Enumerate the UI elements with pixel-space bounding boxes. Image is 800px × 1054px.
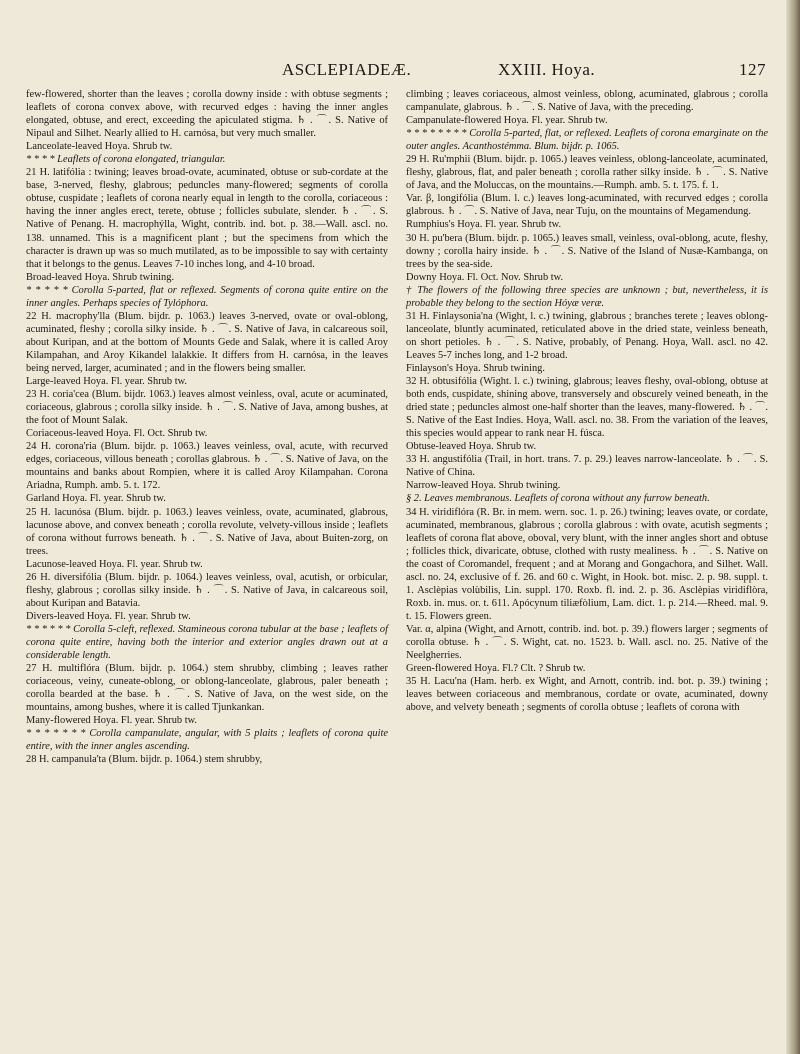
species-entry: Finlayson's Hoya. Shrub twining. <box>406 362 545 374</box>
running-head-genus: XXIII. Hoya. <box>498 60 596 79</box>
species-entry: 23 H. coria'cea (Blum. bijdr. 1063.) leaves almost veinless, oval, acute or acuminated, coriaceous, glabrous ; corolla silky inside. ♄ . ⌒. S. Native of Java, among bushes, at the foot of Mount Salak. <box>26 389 388 427</box>
species-entry: Narrow-leaved Hoya. Shrub twining. <box>406 480 561 492</box>
species-entry: 33 H. angustifólia (Trail, in hort. trans. 7. p. 29.) leaves narrow-lanceolate. ♄ . ⌒. S. Native of China. <box>406 454 768 479</box>
species-entry: Coriaceous-leaved Hoya. Fl. Oct. Shrub tw. <box>26 428 208 440</box>
section-heading: * * * * * * * * Corolla 5-parted, flat, or reflexed. Leaflets of corona emarginate on the outer angles. Acanthostémma. Blum. bijdr. p. 1065. <box>406 128 768 153</box>
species-entry: 24 H. corona'ria (Blum. bijdr. p. 1063.) leaves veinless, oval, acute, with recurved edges, coriaceous, villous beneath ; corollas glabrous. ♄ . ⌒. S. Native of Java, on the mountains and banks about Rompien, where it is called Aroy Kilampahan. Corona Ariadna, Rumph. amb. 5. t. 172. <box>26 441 388 492</box>
species-entry: Var. β, longifólia (Blum. l. c.) leaves long-acuminated, with recurved edges ; corolla glabrous. ♄ . ⌒. S. Native of Java, near Tuju, on the mountains of Megamendung. <box>406 193 768 218</box>
species-entry: 35 H. Lacu'na (Ham. herb. ex Wight, and Arnott, contrib. ind. bot. p. 39.) twining ; leaves between coriaceous and membranous, cordate or ovate, acuminated, downy above, and velvety beneath ; segments of corolla obtuse ; leaflets of corona with <box>406 676 768 714</box>
species-entry: Lacunose-leaved Hoya. Fl. year. Shrub tw. <box>26 558 203 570</box>
species-entry: 34 H. viridiflóra (R. Br. in mem. wern. soc. 1. p. 26.) twining; leaves ovate, or cordate, acuminated, membranous, glabrous ; corolla glabrous : with ovate, acutish segments ; leaflets of corona flat above, oboval, very blunt, with the inner angles short and obtuse ; follicles thick, divaricate, obtuse, clothed with rusty mealiness. ♄ . ⌒. S. Native on the coast of Coromandel, frequent ; and at Morang and Gongachora, and Silhet. Wall. ascl. no. 24, exclusive of f. 26. and 60 c. Wight, in Hook. bot. misc. 2. p. 98. suppl. t. 1. Asclèpias volùbilis, Lin. suppl. 170. Roxb. fl. ind. 2. p. 36. Asclèpias viridiflòra, Roxb. in. mus. or. t. 611. Apócynum tiliæfòlium, Lam. dict. 1. p. 214.—Rheed. mal. 9. t. 15. Flowers green. <box>406 506 768 622</box>
species-entry: Rumphius's Hoya. Fl. year. Shrub tw. <box>406 219 562 231</box>
species-entry: Obtuse-leaved Hoya. Shrub tw. <box>406 441 537 453</box>
species-entry: Lanceolate-leaved Hoya. Shrub tw. <box>26 141 173 153</box>
species-entry: Divers-leaved Hoya. Fl. year. Shrub tw. <box>26 610 191 622</box>
page-number: 127 <box>739 60 766 79</box>
running-head-family: ASCLEPIADEÆ. <box>282 60 412 79</box>
species-entry: Campanulate-flowered Hoya. Fl. year. Shrub tw. <box>406 115 608 127</box>
species-entry: 30 H. pu'bera (Blum. bijdr. p. 1065.) leaves small, veinless, oval-oblong, acute, fleshy, downy ; corolla hairy inside. ♄ . ⌒. S. Native of the Island of Nusæ-Kambanga, on trees by the sea-side. <box>406 232 768 270</box>
section-heading: † The flowers of the following three species are unknown ; but, nevertheless, it is probable they belong to the section Hóyæ veræ. <box>406 284 768 309</box>
species-entry: 29 H. Ru'mphii (Blum. bijdr. p. 1065.) leaves veinless, oblong-lanceolate, acuminated, fleshy, glabrous, flat, and paler beneath ; corolla rather silky inside. ♄ . ⌒. S. Native of Java, and the Moluccas, on the mountains.—Rumph. amb. 5. t. 175. f. 1. <box>406 154 768 192</box>
species-entry: 26 H. diversifólia (Blum. bijdr. p. 1064.) leaves veinless, oval, acutish, or orbicular, fleshy, glabrous ; corollas silky inside. ♄ . ⌒. S. Native of Java, in calcareous soil, about Kuripan and Batavia. <box>26 571 388 609</box>
species-entry: Broad-leaved Hoya. Shrub twining. <box>26 271 175 283</box>
species-entry: Downy Hoya. Fl. Oct. Nov. Shrub tw. <box>406 271 564 283</box>
right-column <box>406 88 768 766</box>
species-entry: Garland Hoya. Fl. year. Shrub tw. <box>26 493 166 505</box>
section-heading: * * * * * * Corolla 5-cleft, reflexed. Stamineous corona tubular at the base ; leaflets of corona quite entire, having both the interior and exterior angles drawn out at a considerable length. <box>26 623 388 662</box>
species-entry: 21 H. latifólia : twining; leaves broad-ovate, acuminated, obtuse or sub-cordate at the base, 3-nerved, fleshy, glabrous; peduncles many-flowered; segments of corolla obtuse, cuspidate ; leaflets of corona nearly equal in length to the corolla, coriaceous : having the inner angles erect, terete, obtuse ; follicles subulate, slender. ♄ . ⌒. S. Native of Penang. H. macrophýlla, Wight, contrib. ind. bot. p. 38.—Wall. ascl. no. 138. unnamed. This is a magnificent plant ; but the specimens from which the character is drawn up was so much mutilated, as to be impossible to say with certainty that it belongs to the genus. Leaves 7-10 inches long, and 4-10 broad. <box>26 167 388 270</box>
species-entry: Large-leaved Hoya. Fl. year. Shrub tw. <box>26 376 188 388</box>
section-heading: * * * * Leaflets of corona elongated, triangular. <box>26 154 226 166</box>
species-entry: 32 H. obtusifólia (Wight. l. c.) twining, glabrous; leaves fleshy, oval-oblong, obtuse at both ends, cuspidate, shining above, transversely and obscurely veined beneath, in the dried state ; peduncles almost one-half shorter than the leaves, many-flowered. ♄ . ⌒. S. Native of the East Indies. Hoya, Wall. ascl. no. 38. From the variation of the leaves, this species would appear to rank near H. fúsca. <box>406 376 768 440</box>
species-entry: 22 H. macrophy'lla (Blum. bijdr. p. 1063.) leaves 3-nerved, ovate or oval-oblong, acuminated, fleshy ; corolla silky inside. ♄ . ⌒. S. Native of Java, in calcareous soil, about Kuripan, and at the bottom of Mounts Gede and Salak, where it is called Aroy Kilampahan, and Aroy Kikandel lalakkie. It differs from H. carnósa, in the leaves being nerved, larger, acuminated ; and in the flowers being smaller. <box>26 310 388 374</box>
left-column <box>26 88 388 766</box>
species-entry: 25 H. lacunósa (Blum. bijdr. p. 1063.) leaves veinless, ovate, acuminated, glabrous, lacunose above, and convex beneath ; corolla revolute, velvety-villous inside ; leaflets of corona without furrows beneath. ♄ . ⌒. S. Native of Java, about Buiten-zorg, on trees. <box>26 506 388 557</box>
species-entry: Green-flowered Hoya. Fl.? Clt. ? Shrub tw. <box>406 663 586 675</box>
running-head <box>24 60 766 80</box>
species-entry: few-flowered, shorter than the leaves ; corolla downy inside : with obtuse segments ; leaflets of corona convex above, with recurved edges : having the inner angles elongated, obtuse, and erect, exceeding the apiculated stigma. ♄ . ⌒. S. Native of Nipaul and Silhet. Nearly allied to H. carnósa, but very much smaller. <box>26 89 388 140</box>
species-entry: Var. α, alpìna (Wight, and Arnott, contrib. ind. bot. p. 39.) flowers larger ; segments of corolla obtuse. ♄ . ⌒. S. Wight, cat. no. 1523. b. Wall. ascl. no. 25. Native of the Neelgherries. <box>406 623 768 662</box>
section-heading: § 2. Leaves membranous. Leaflets of corona without any furrow beneath. <box>406 493 710 505</box>
book-spine <box>786 0 800 1054</box>
species-entry: 27 H. multiflóra (Blum. bijdr. p. 1064.) stem shrubby, climbing ; leaves rather coriaceous, veiny, cuneate-oblong, or oblong-lanceolate, glabrous, paler beneath ; corolla bearded at the base. ♄ . ⌒. S. Native of Java, on the west side, on the mountains, among bushes, where it is called Tjunkankan. <box>26 663 388 714</box>
section-heading: * * * * * Corolla 5-parted, flat or reflexed. Segments of corona quite entire on the inner angles. Perhaps species of Tylóphora. <box>26 284 388 309</box>
text-columns <box>26 88 768 766</box>
species-entry: Many-flowered Hoya. Fl. year. Shrub tw. <box>26 715 198 727</box>
species-entry: 28 H. campanula'ta (Blum. bijdr. p. 1064.) stem shrubby, <box>26 754 263 766</box>
section-heading: * * * * * * * Corolla campanulate, angular, with 5 plaits ; leaflets of corona quite entire, with the inner angles ascending. <box>26 728 388 753</box>
species-entry: climbing ; leaves coriaceous, almost veinless, oblong, acuminated, glabrous ; corolla campanulate, glabrous. ♄ . ⌒. S. Native of Java, with the preceding. <box>406 89 768 114</box>
species-entry: 31 H. Finlaysonia'na (Wight, l. c.) twining, glabrous ; branches terete ; leaves oblong-lanceolate, bluntly acuminated, reticulated above in the dried state, veinless beneath, on short petioles. ♄ . ⌒. S. Native, probably, of Penang. Hoya, Wall. ascl. no 42. Leaves 5-7 inches long, and 1-2 broad. <box>406 310 768 361</box>
